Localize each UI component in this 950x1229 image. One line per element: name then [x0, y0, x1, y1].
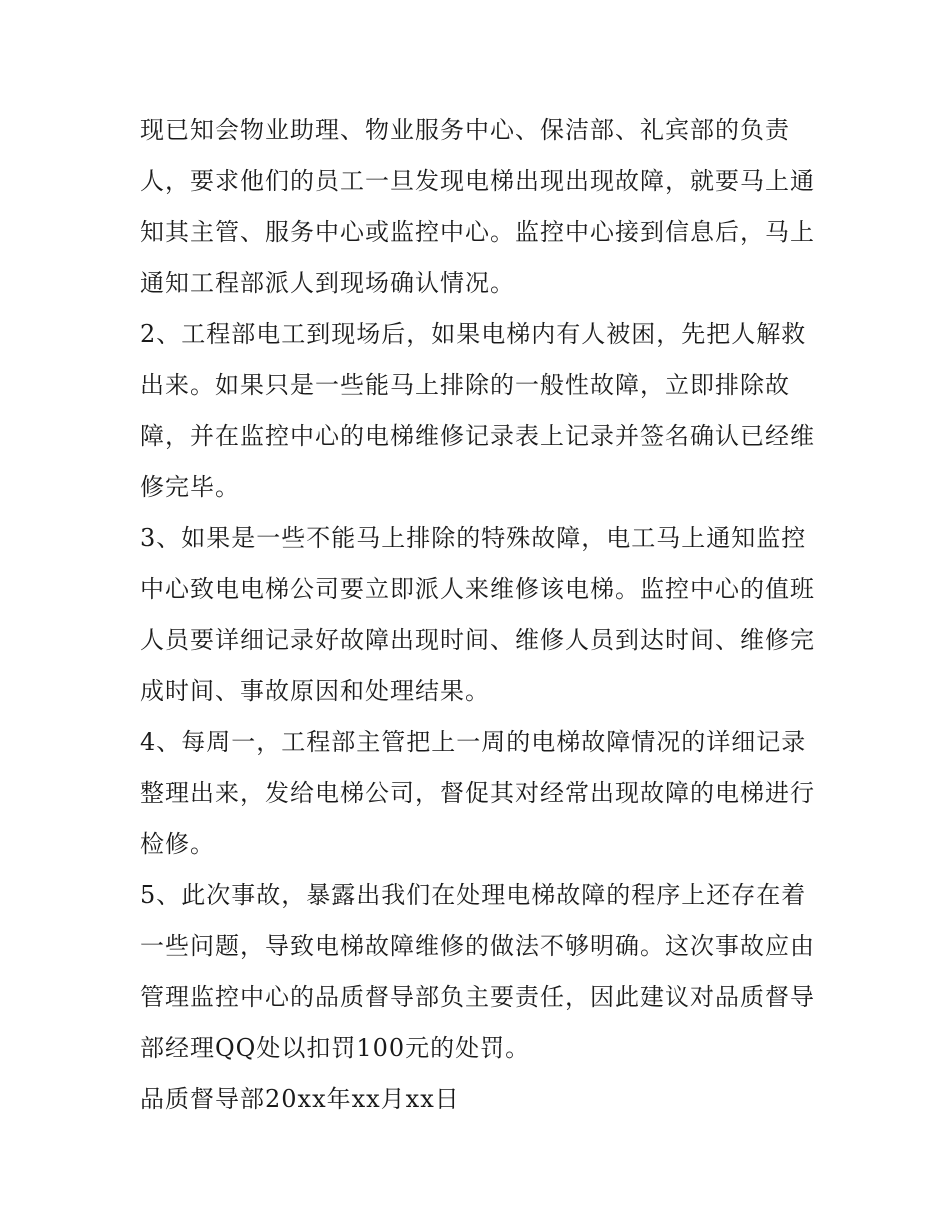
signature: [140, 1074, 820, 1125]
text-line: 一些问题，导致电梯故障维修的做法不够明确。这次事故应由: [140, 932, 815, 960]
text-line: 障，并在监控中心的电梯维修记录表上记录并签名确认已经维: [140, 422, 815, 450]
text-line: 3、如果是一些不能马上排除的特殊故障，电工马上通知监控: [140, 524, 807, 552]
text-line: 部经理QQ处以扣罚100元的处罚。: [140, 1034, 531, 1062]
text-line: 检修。: [140, 830, 215, 858]
signature-line: 品质督导部20xx年xx月xx日: [140, 1085, 460, 1113]
text-line: 中心致电电梯公司要立即派人来维修该电梯。监控中心的值班: [140, 575, 815, 603]
text-line: 通知工程部派人到现场确认情况。: [140, 269, 515, 297]
text-line: 4、每周一，工程部主管把上一周的电梯故障情况的详细记录: [140, 728, 807, 756]
text-line: 人，要求他们的员工一旦发现电梯出现出现故障，就要马上通: [140, 167, 815, 195]
text-line: 管理监控中心的品质督导部负主要责任，因此建议对品质督导: [140, 983, 815, 1011]
paragraph-item-5: [140, 870, 820, 1074]
text-line: 现已知会物业助理、物业服务中心、保洁部、礼宾部的负责: [140, 116, 790, 144]
text-line: 人员要详细记录好故障出现时间、维修人员到达时间、维修完: [140, 626, 815, 654]
paragraph-item-2: [140, 309, 820, 513]
paragraph-item-3: [140, 513, 820, 717]
document-body: [140, 105, 820, 1125]
text-line: 5、此次事故，暴露出我们在处理电梯故障的程序上还存在着: [140, 881, 807, 909]
paragraph-item-4: [140, 717, 820, 870]
paragraph-notice: [140, 105, 820, 309]
text-line: 知其主管、服务中心或监控中心。监控中心接到信息后，马上: [140, 218, 815, 246]
text-line: 成时间、事故原因和处理结果。: [140, 677, 490, 705]
text-line: 2、工程部电工到现场后，如果电梯内有人被困，先把人解救: [140, 320, 807, 348]
text-line: 修完毕。: [140, 473, 240, 501]
text-line: 出来。如果只是一些能马上排除的一般性故障，立即排除故: [140, 371, 790, 399]
text-line: 整理出来，发给电梯公司，督促其对经常出现故障的电梯进行: [140, 779, 815, 807]
